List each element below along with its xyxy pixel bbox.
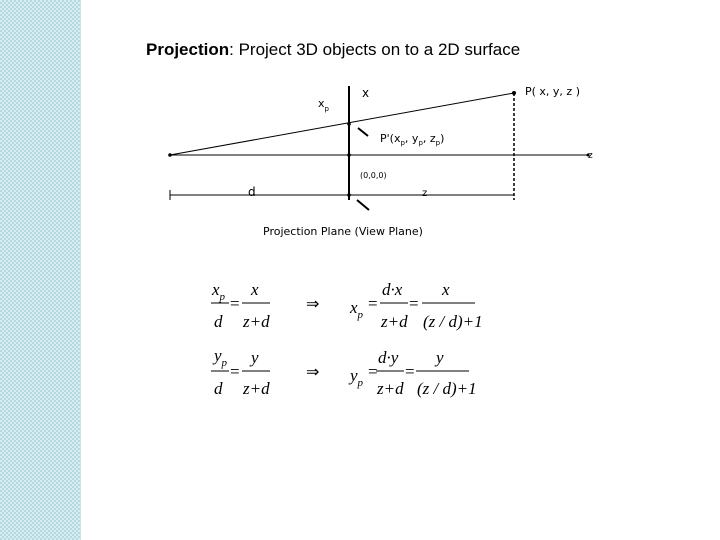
- label-xp: $x_p$: [318, 97, 329, 113]
- eq1-implies: ⇒: [306, 296, 320, 313]
- eq1-equals: =: [230, 294, 240, 313]
- eq1-r1-numerator: d·x: [382, 280, 403, 299]
- eye-point: [168, 153, 172, 157]
- eq1-r2-denominator: (z / d)+1: [423, 312, 483, 331]
- eq1-r1-denominator: z+d: [381, 312, 408, 331]
- eq2-result-equals-1: =: [368, 362, 378, 381]
- label-Pprime: $P'(x_p$, $y_p$, $z_p$): [380, 132, 445, 147]
- equation-row-2: [211, 346, 477, 398]
- eq2-result-equals-2: =: [405, 362, 415, 381]
- eq2-rhs-numerator: y: [251, 348, 259, 367]
- eq2-r2-denominator: (z / d)+1: [417, 379, 477, 398]
- plane-base-point: [347, 193, 351, 197]
- eq2-result-var: $y_p$: [350, 366, 364, 389]
- origin-point: [347, 153, 351, 157]
- eq1-r2-numerator: x: [442, 280, 450, 299]
- plane-pointer-arrow: [357, 200, 369, 210]
- label-z-axis: z: [588, 151, 593, 161]
- eq2-lhs-numerator: $y_p$: [214, 346, 228, 369]
- title-bold: Projection: [146, 40, 230, 59]
- label-origin: (0,0,0): [360, 171, 387, 180]
- eq1-lhs-denominator: d: [214, 312, 223, 331]
- point-Pprime: [347, 122, 351, 126]
- eq2-rhs-denominator: z+d: [243, 379, 270, 398]
- eq2-implies: ⇒: [306, 364, 320, 381]
- label-x: x: [362, 86, 370, 100]
- title-rest: : Project 3D objects on to a 2D surface: [229, 40, 521, 59]
- point-P: [512, 91, 516, 95]
- eq1-result-equals-1: =: [368, 294, 378, 313]
- label-projection-plane: Projection Plane (View Plane): [263, 225, 423, 238]
- eq1-lhs-numerator: $x_p$: [212, 280, 226, 303]
- pprime-pointer-arrow: [358, 128, 368, 136]
- equation-row-1: [211, 280, 483, 331]
- eq1-result-var: $x_p$: [350, 298, 364, 321]
- eq1-rhs-numerator: x: [251, 280, 259, 299]
- projection-ray: [170, 93, 514, 155]
- label-z: z: [422, 188, 428, 199]
- eq1-result-equals-2: =: [409, 294, 419, 313]
- eq2-r1-denominator: z+d: [377, 379, 404, 398]
- eq2-equals: =: [230, 362, 240, 381]
- label-P: P( x, y, z ): [525, 85, 580, 98]
- eq2-lhs-denominator: d: [214, 379, 223, 398]
- eq2-r2-numerator: y: [436, 348, 444, 367]
- eq1-rhs-denominator: z+d: [243, 312, 270, 331]
- eq2-r1-numerator: d·y: [378, 348, 399, 367]
- label-d: d: [248, 185, 256, 199]
